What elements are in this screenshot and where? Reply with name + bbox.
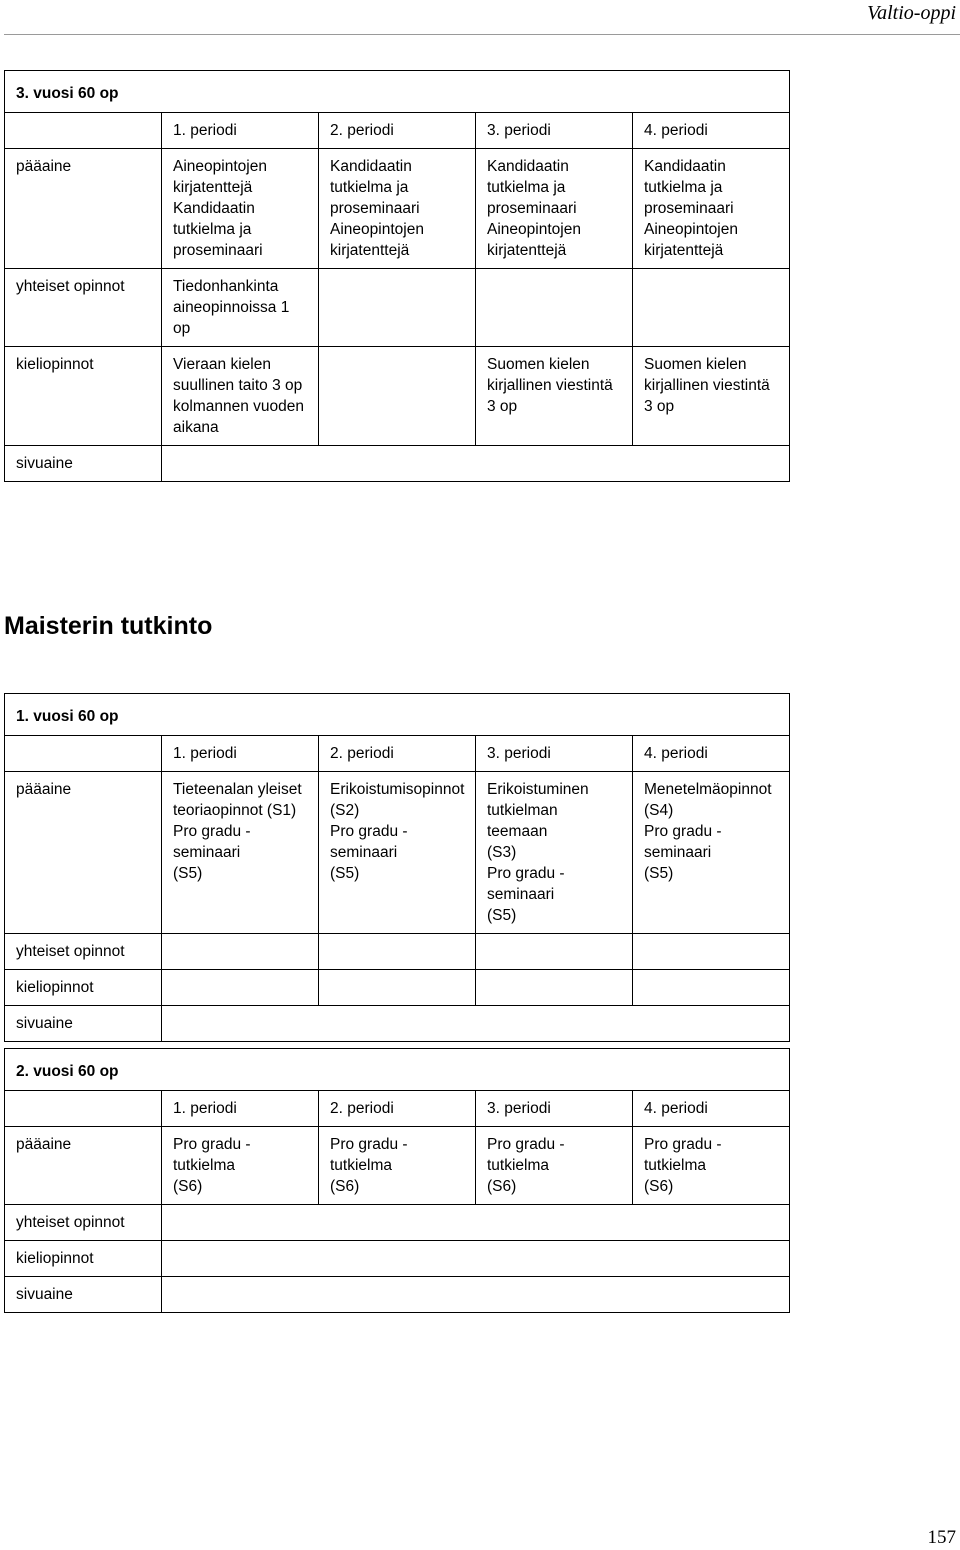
table-cell-merged [162,1277,790,1313]
year-heading: 1. vuosi 60 op [5,694,790,736]
period-header: 3. periodi [476,113,633,149]
period-header: 2. periodi [319,1091,476,1127]
row-label: yhteiset opinnot [5,1205,162,1241]
table-cell-merged [162,446,790,482]
row-label: yhteiset opinnot [5,269,162,347]
table-cell-merged [162,1241,790,1277]
study-plan-table-year3 [4,70,790,482]
section-title: Maisterin tutkinto [4,612,213,640]
year-heading: 2. vuosi 60 op [5,1049,790,1091]
study-plan-table-year1 [4,693,790,1042]
table-cell: Kandidaatin tutkielma ja proseminaari Aineopintojen kirjatenttejä [633,149,790,269]
table-cell-merged [162,1205,790,1241]
page-number: 157 [927,1527,956,1548]
table-cell: Erikoistumisopinnot (S2) Pro gradu -seminaari (S5) [319,772,476,934]
running-title: Valtio-oppi [867,2,956,24]
table-cell: Menetelmäopinnot (S4) Pro gradu -seminaari (S5) [633,772,790,934]
table-cell [476,269,633,347]
table-cell: Aineopintojen kirjatenttejä Kandidaatin tutkielma ja proseminaari [162,149,319,269]
table-cell: Suomen kielen kirjallinen viestintä 3 op [633,347,790,446]
period-header: 1. periodi [162,113,319,149]
period-header: 4. periodi [633,113,790,149]
row-label: sivuaine [5,446,162,482]
row-label: pääaine [5,149,162,269]
row-label: yhteiset opinnot [5,934,162,970]
table-cell: Tieteenalan yleiset teoriaopinnot (S1) Pro gradu -seminaari (S5) [162,772,319,934]
table-cell [319,970,476,1006]
table-cell-merged [162,1006,790,1042]
table-cell: Pro gradu -tutkielma (S6) [319,1127,476,1205]
row-label: pääaine [5,772,162,934]
table-cell [476,934,633,970]
period-header-blank [5,736,162,772]
table-cell [319,934,476,970]
row-label: kieliopinnot [5,1241,162,1277]
period-header: 3. periodi [476,1091,633,1127]
period-header: 1. periodi [162,736,319,772]
period-header: 4. periodi [633,736,790,772]
table-cell: Erikoistuminen tutkielman teemaan (S3) Pro gradu -seminaari (S5) [476,772,633,934]
table-cell: Pro gradu -tutkielma (S6) [476,1127,633,1205]
study-plan-table-year2 [4,1048,790,1313]
table-cell [319,347,476,446]
table-cell [633,934,790,970]
table-cell: Vieraan kielen suullinen taito 3 op kolmannen vuoden aikana [162,347,319,446]
table-cell [633,269,790,347]
year-heading: 3. vuosi 60 op [5,71,790,113]
table-cell [162,934,319,970]
table-cell: Suomen kielen kirjallinen viestintä 3 op [476,347,633,446]
row-label: pääaine [5,1127,162,1205]
table-cell: Kandidaatin tutkielma ja proseminaari Aineopintojen kirjatenttejä [476,149,633,269]
period-header: 2. periodi [319,113,476,149]
row-label: kieliopinnot [5,970,162,1006]
header-rule [4,34,960,35]
table-cell [476,970,633,1006]
table-cell [319,269,476,347]
period-header: 1. periodi [162,1091,319,1127]
period-header-blank [5,113,162,149]
period-header: 2. periodi [319,736,476,772]
table-cell [162,970,319,1006]
period-header: 4. periodi [633,1091,790,1127]
table-cell: Tiedonhankinta aineopinnoissa 1 op [162,269,319,347]
row-label: sivuaine [5,1006,162,1042]
table-cell: Pro gradu -tutkielma (S6) [633,1127,790,1205]
table-cell: Kandidaatin tutkielma ja proseminaari Aineopintojen kirjatenttejä [319,149,476,269]
period-header-blank [5,1091,162,1127]
row-label: sivuaine [5,1277,162,1313]
table-cell [633,970,790,1006]
table-cell: Pro gradu -tutkielma (S6) [162,1127,319,1205]
row-label: kieliopinnot [5,347,162,446]
period-header: 3. periodi [476,736,633,772]
